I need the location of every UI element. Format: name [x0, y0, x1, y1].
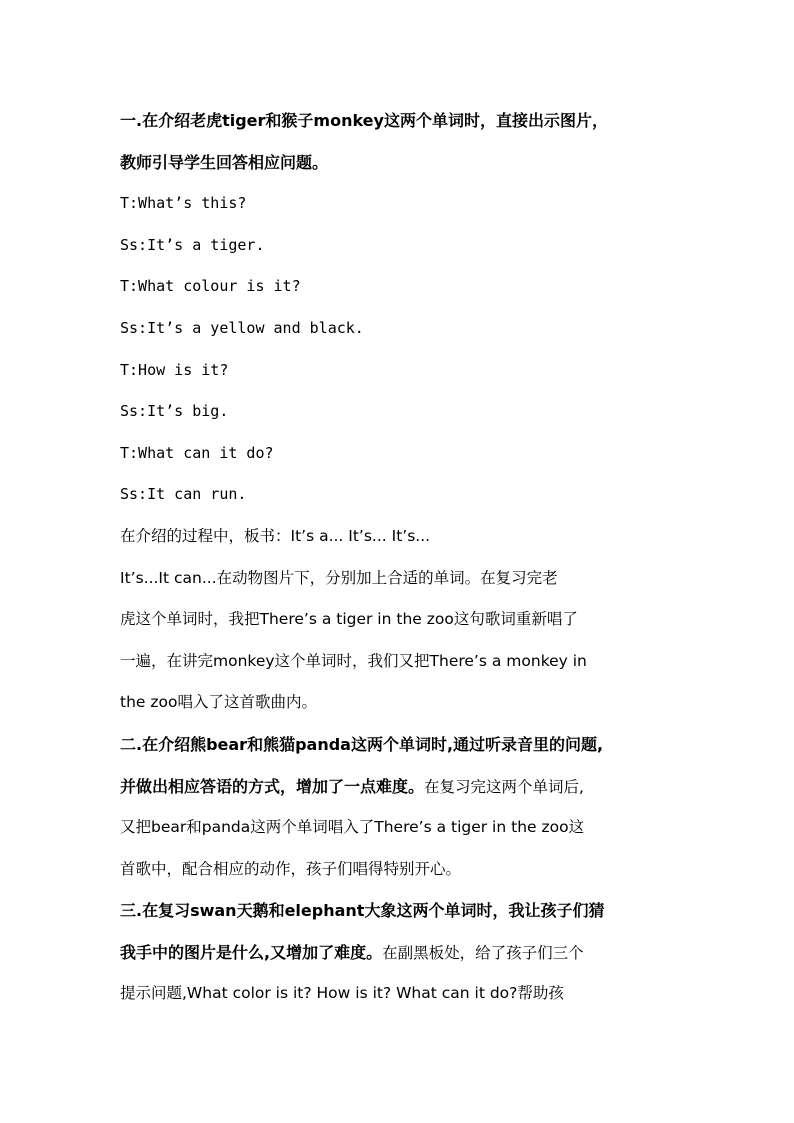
dialog-line: T:What can it do? [120, 443, 274, 462]
section2-line2-normal: 在复习完这两个单词后, [424, 777, 584, 796]
section2-line2 [120, 766, 680, 808]
dialog-line: T:What’s this? [120, 194, 247, 213]
section3-line2-bold: 我手中的图片是什么,又增加了难度。 [120, 942, 383, 962]
section2-line4: 首歌中，配合相应的动作，孩子们唱得特别开心。 [120, 859, 462, 878]
paragraph1-line1: 在介绍的过程中，板书：It’s a... It’s... It’s... [120, 526, 431, 545]
dialog-line: Ss:It can run. [120, 485, 247, 504]
paragraph1-line2: It’s...It can...在动物图片下，分别加上合适的单词。在复习完老 [120, 568, 558, 587]
dialog-line: T:How is it? [120, 360, 229, 379]
paragraph1-line4: 一遍，在讲完monkey这个单词时，我们又把There’s a monkey in [120, 651, 587, 670]
section1-heading-line2: 教师引导学生回答相应问题。 [120, 152, 329, 172]
dialog-line: Ss:It’s a tiger. [120, 235, 265, 254]
paragraph1-line5: the zoo唱入了这首歌曲内。 [120, 693, 317, 712]
section3-line2 [120, 932, 680, 974]
document-page [120, 100, 680, 1015]
section1-heading-line1: 一.在介绍老虎tiger和猴子monkey这两个单词时，直接出示图片， [120, 111, 608, 130]
section3-line3: 提示问题,What color is it? How is it? What can it do?帮助孩 [120, 984, 564, 1003]
dialog-line: Ss:It’s a yellow and black. [120, 318, 364, 337]
section3-line2-normal: 在副黑板处，给了孩子们三个 [382, 943, 584, 962]
section2-heading-line1: 二.在介绍熊bear和熊猫panda这两个单词时,通过听录音里的问题, [120, 734, 604, 754]
dialog-line: T:What colour is it? [120, 277, 301, 296]
section3-heading-line1: 三.在复习swan天鹅和elephant大象这两个单词时，我让孩子们猜 [120, 901, 605, 921]
section2-line3: 又把bear和panda这两个单词唱入了There’s a tiger in the zoo这 [120, 818, 585, 837]
section2-line2-bold: 并做出相应答语的方式，增加了一点难度。 [120, 776, 425, 796]
paragraph1-line3: 虎这个单词时，我把There’s a tiger in the zoo这句歌词重新唱了 [120, 610, 578, 629]
dialog-line: Ss:It’s big. [120, 402, 229, 421]
